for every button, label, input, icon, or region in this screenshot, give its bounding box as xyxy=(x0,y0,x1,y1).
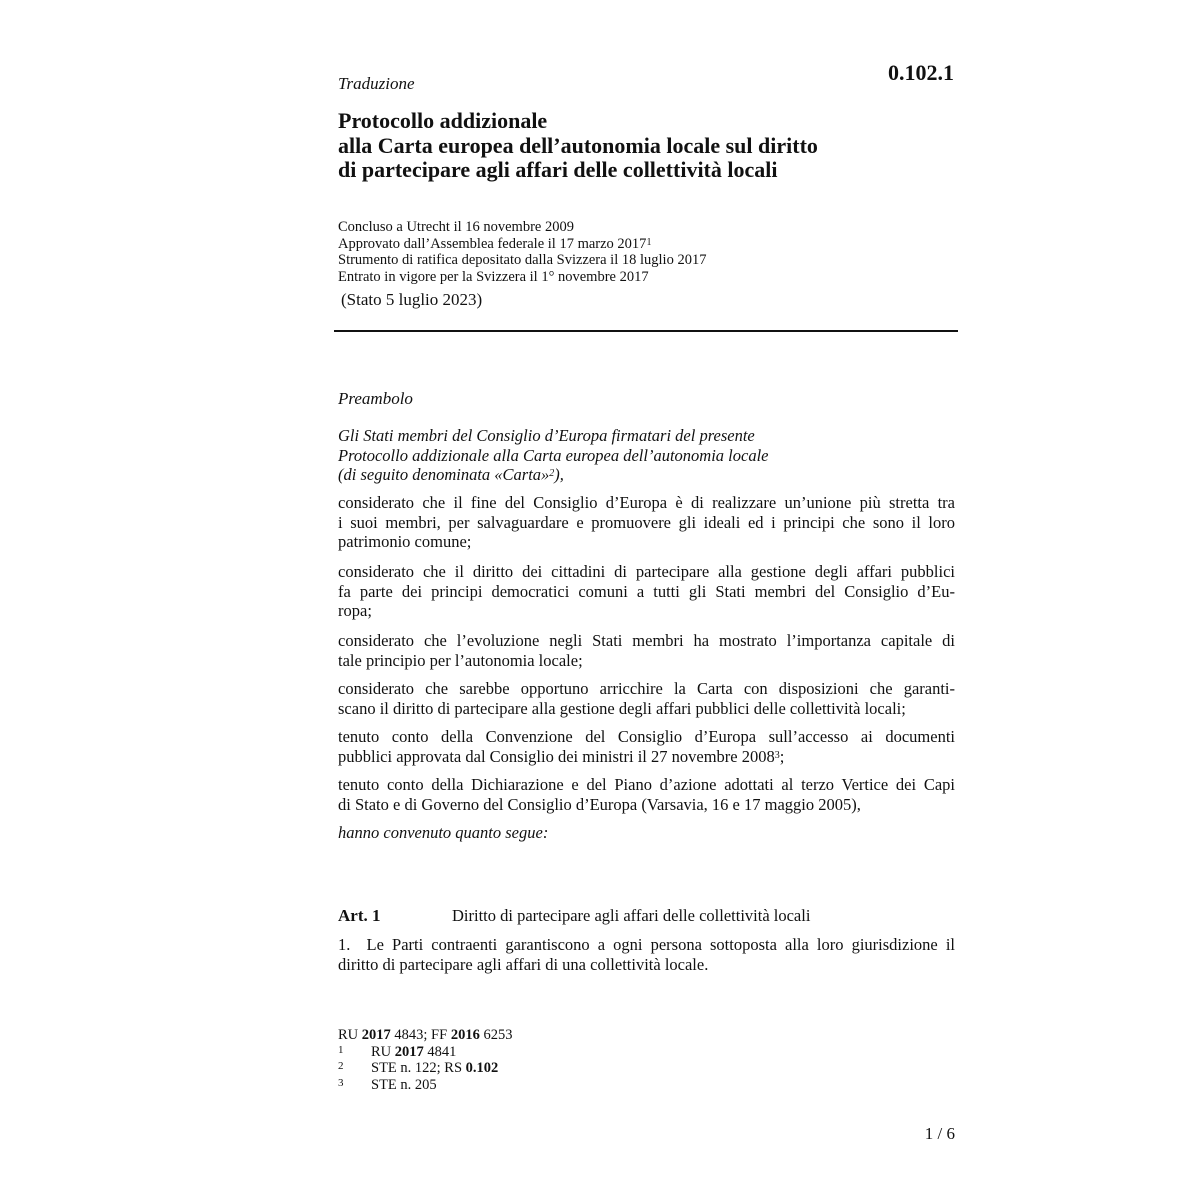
in-force-line: Entrato in vigore per la Svizzera il 1° novembre 2017 xyxy=(338,268,649,285)
concluded-line: Concluso a Utrecht il 16 novembre 2009 xyxy=(338,219,574,235)
page-number: 1 / 6 xyxy=(924,1124,955,1143)
article-title: Diritto di partecipare agli affari delle collettività locali xyxy=(452,906,811,925)
document-title xyxy=(338,109,918,183)
sr-number: 0.102.1 xyxy=(888,60,954,85)
title-line: alla Carta europea dell’autonomia locale sul diritto xyxy=(338,132,818,158)
document-metadata xyxy=(338,219,938,285)
title-line: di partecipare agli affari delle collettività locali xyxy=(338,157,778,182)
preamble-paragraph: considerato che il diritto dei cittadini di partecipare alla gestione degli affari pubblici fa parte dei principi democratici comuni a tutti gli Stati membri del Consiglio d’Eu- ropa; xyxy=(338,562,955,620)
preamble-paragraph: considerato che sarebbe opportuno arricchire la Carta con disposizioni che garanti- scano il diritto di partecipare alla gestione degli affari pubblici delle collettività locali; xyxy=(338,679,955,718)
footnote-number: 2 xyxy=(338,1060,344,1072)
preamble-intro-line: Protocollo addizionale alla Carta europea dell’autonomia locale xyxy=(338,445,769,465)
approved-line: Approvato dall’Assemblea federale il 17 marzo 2017$^1$ xyxy=(338,235,652,252)
footnote-number: 1 xyxy=(338,1043,344,1056)
footnote: 3 STE n. 205 xyxy=(338,1076,437,1093)
footnotes xyxy=(338,1027,938,1093)
title-line: Protocollo addizionale xyxy=(338,108,548,133)
footnote-number: 3 xyxy=(338,1076,344,1089)
status-date: (Stato 5 luglio 2023) xyxy=(341,290,483,309)
article-paragraph: 1. Le Parti contraenti garantiscono a ogni persona sottoposta alla loro giurisdizione il diritto di partecipare agli affari di una collettività locale. xyxy=(338,935,955,974)
preamble-paragraph: tenuto conto della Convenzione del Consiglio d’Europa sull’accesso ai documenti pubblici approvata dal Consiglio dei ministri il 27 novembre 2008$^3$; xyxy=(338,727,955,766)
preamble-intro xyxy=(338,426,938,485)
preamble-intro-line: Gli Stati membri del Consiglio d’Europa firmatari del presente xyxy=(338,426,755,445)
preamble-paragraph: considerato che l’evoluzione negli Stati membri ha mostrato l’importanza capitale di tale principio per l’autonomia locale; xyxy=(338,631,955,670)
header-divider xyxy=(334,330,958,332)
preamble-paragraph: tenuto conto della Dichiarazione e del Piano d’azione adottati al terzo Vertice dei Capi di Stato e di Governo del Consiglio d’Europa (Varsavia, 16 e 17 maggio 2005), xyxy=(338,775,955,814)
footnote-ref[interactable]: 2 xyxy=(549,468,555,479)
footnote: 1 RU 2017 4841 xyxy=(338,1043,457,1060)
translation-label: Traduzione xyxy=(338,74,415,93)
source-reference: RU 2017 4843; FF 2016 6253 xyxy=(338,1027,513,1043)
ratification-line: Strumento di ratifica depositato dalla Svizzera il 18 luglio 2017 xyxy=(338,252,707,268)
preamble-heading: Preambolo xyxy=(338,389,413,408)
preamble-conclusion: hanno convenuto quanto segue: xyxy=(338,823,549,842)
article-number: Art. 1 xyxy=(338,906,381,925)
footnote: 2 STE n. 122; RS 0.102 xyxy=(338,1060,499,1076)
footnote-ref[interactable]: 3 xyxy=(774,749,780,761)
preamble-intro-line: (di seguito denominata «Carta»$^2$), xyxy=(338,465,564,484)
preamble-paragraph: considerato che il fine del Consiglio d’Europa è di realizzare un’unione più stretta tra i suoi membri, per salvaguardare e promuovere gli ideali ed i principi che sono il loro patrimonio comune; xyxy=(338,493,955,551)
footnote-ref[interactable]: 1 xyxy=(646,236,652,248)
